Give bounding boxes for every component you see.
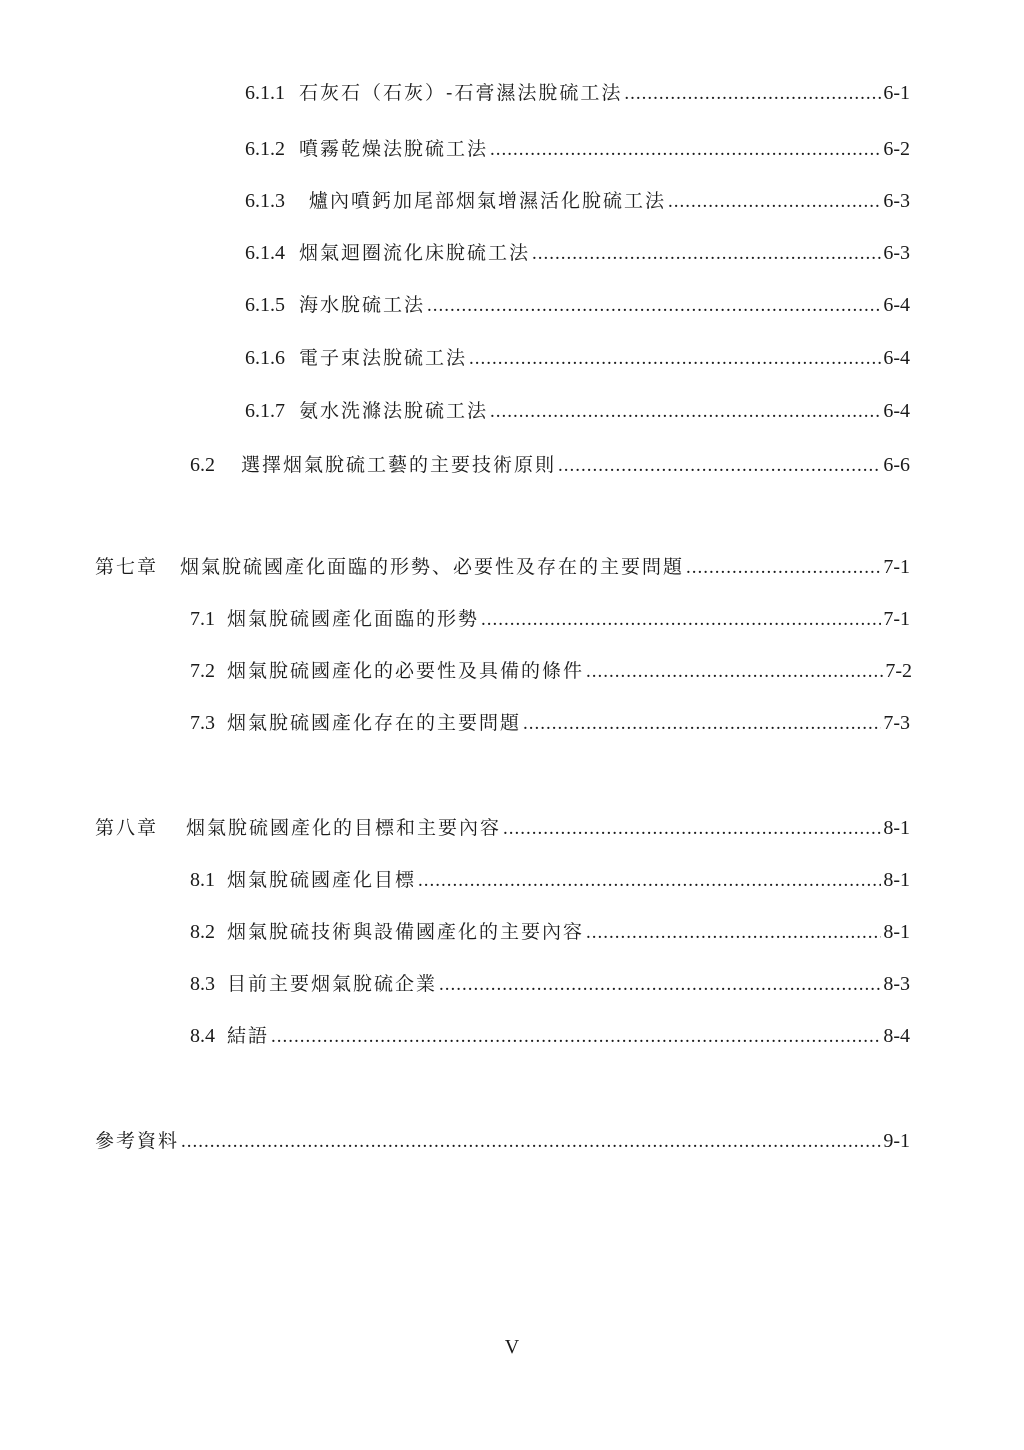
section-title: 選擇烟氣脫硫工藝的主要技術原則 bbox=[241, 454, 557, 476]
section-number: 7.3 bbox=[190, 712, 215, 734]
page-number: V bbox=[504, 1336, 520, 1358]
toc-entry-7-2 bbox=[190, 658, 912, 685]
section-number: 6.1.6 bbox=[245, 347, 285, 369]
toc-entry-8-3 bbox=[190, 971, 910, 998]
toc-entry-7-1 bbox=[190, 606, 910, 633]
section-number: 6.1.1 bbox=[245, 82, 285, 104]
leader-dots bbox=[418, 868, 881, 894]
leader-dots bbox=[532, 241, 881, 267]
page-ref: 6-3 bbox=[883, 190, 910, 212]
section-title: 烟氣脫硫國產化面臨的形勢 bbox=[227, 608, 480, 630]
section-title: 海水脫硫工法 bbox=[299, 294, 426, 316]
section-number: 6.2 bbox=[190, 454, 215, 476]
page-ref: 9-1 bbox=[883, 1130, 910, 1152]
leader-dots bbox=[586, 659, 883, 685]
leader-dots bbox=[469, 346, 881, 372]
toc-entry-6-1-4 bbox=[245, 240, 910, 267]
toc-entry-8-1 bbox=[190, 867, 910, 894]
section-number: 7.1 bbox=[190, 608, 215, 630]
section-title: 氨水洗滌法脫硫工法 bbox=[299, 400, 489, 422]
section-number: 7.2 bbox=[190, 660, 215, 682]
chapter-title: 烟氣脫硫國產化的目標和主要內容 bbox=[186, 817, 502, 839]
toc-entry-6-1-7 bbox=[245, 398, 910, 425]
section-number: 8.4 bbox=[190, 1025, 215, 1047]
section-title: 烟氣脫硫國產化存在的主要問題 bbox=[227, 712, 522, 734]
section-title: 爐內噴鈣加尾部烟氣增濕活化脫硫工法 bbox=[309, 190, 667, 212]
chapter-title: 烟氣脫硫國產化面臨的形勢、必要性及存在的主要問題 bbox=[180, 556, 685, 578]
section-title: 電子束法脫硫工法 bbox=[299, 347, 468, 369]
toc-entry-8-2 bbox=[190, 919, 910, 946]
page-ref: 6-4 bbox=[883, 294, 910, 316]
toc-entry-6-1-3 bbox=[245, 188, 910, 215]
section-number: 6.1.5 bbox=[245, 294, 285, 316]
page-ref: 6-6 bbox=[883, 454, 910, 476]
page-ref: 8-1 bbox=[883, 869, 910, 891]
leader-dots bbox=[181, 1129, 881, 1155]
toc-entry-8-4 bbox=[190, 1023, 910, 1050]
leader-dots bbox=[624, 81, 881, 107]
section-title: 結語 bbox=[227, 1025, 270, 1047]
section-number: 6.1.7 bbox=[245, 400, 285, 422]
section-number: 6.1.3 bbox=[245, 190, 285, 212]
leader-dots bbox=[503, 816, 881, 842]
page-ref: 8-3 bbox=[883, 973, 910, 995]
page-ref: 7-2 bbox=[885, 660, 912, 682]
section-number: 6.1.4 bbox=[245, 242, 285, 264]
leader-dots bbox=[668, 189, 881, 215]
section-title: 烟氣迴圈流化床脫硫工法 bbox=[299, 242, 531, 264]
leader-dots bbox=[481, 607, 881, 633]
leader-dots bbox=[558, 453, 881, 479]
page-ref: 6-2 bbox=[883, 138, 910, 160]
toc-entry-chapter-8 bbox=[95, 815, 910, 842]
section-title: 烟氣脫硫國產化的必要性及具備的條件 bbox=[227, 660, 585, 682]
section-title: 烟氣脫硫技術與設備國產化的主要內容 bbox=[227, 921, 585, 943]
section-title: 噴霧乾燥法脫硫工法 bbox=[299, 138, 489, 160]
chapter-number: 第七章 bbox=[95, 556, 159, 578]
leader-dots bbox=[271, 1024, 881, 1050]
references-title: 參考資料 bbox=[95, 1130, 180, 1152]
page-ref: 7-1 bbox=[883, 556, 910, 578]
toc-entry-6-1-1 bbox=[245, 80, 910, 107]
toc-entry-6-1-2 bbox=[245, 136, 910, 163]
leader-dots bbox=[490, 137, 881, 163]
section-number: 8.2 bbox=[190, 921, 215, 943]
page-ref: 6-1 bbox=[883, 82, 910, 104]
page-ref: 7-1 bbox=[883, 608, 910, 630]
page-ref: 8-1 bbox=[883, 817, 910, 839]
chapter-number: 第八章 bbox=[95, 817, 159, 839]
section-number: 8.3 bbox=[190, 973, 215, 995]
toc-entry-6-1-5 bbox=[245, 292, 910, 319]
page-ref: 8-4 bbox=[883, 1025, 910, 1047]
toc-entry-7-3 bbox=[190, 710, 910, 737]
section-title: 目前主要烟氣脫硫企業 bbox=[227, 973, 438, 995]
page-ref: 7-3 bbox=[883, 712, 910, 734]
section-number: 6.1.2 bbox=[245, 138, 285, 160]
toc-entry-references bbox=[95, 1128, 910, 1155]
section-title: 烟氣脫硫國產化目標 bbox=[227, 869, 417, 891]
page-ref: 8-1 bbox=[883, 921, 910, 943]
toc-entry-chapter-7 bbox=[95, 554, 910, 581]
toc-entry-6-1-6 bbox=[245, 345, 910, 372]
section-number: 8.1 bbox=[190, 869, 215, 891]
leader-dots bbox=[586, 920, 881, 946]
section-title: 石灰石（石灰）-石膏濕法脫硫工法 bbox=[299, 82, 623, 104]
leader-dots bbox=[686, 555, 881, 581]
page-ref: 6-4 bbox=[883, 347, 910, 369]
toc-entry-6-2 bbox=[190, 452, 910, 479]
leader-dots bbox=[523, 711, 881, 737]
leader-dots bbox=[490, 399, 881, 425]
page-ref: 6-3 bbox=[883, 242, 910, 264]
leader-dots bbox=[439, 972, 881, 998]
leader-dots bbox=[427, 293, 881, 319]
page-ref: 6-4 bbox=[883, 400, 910, 422]
